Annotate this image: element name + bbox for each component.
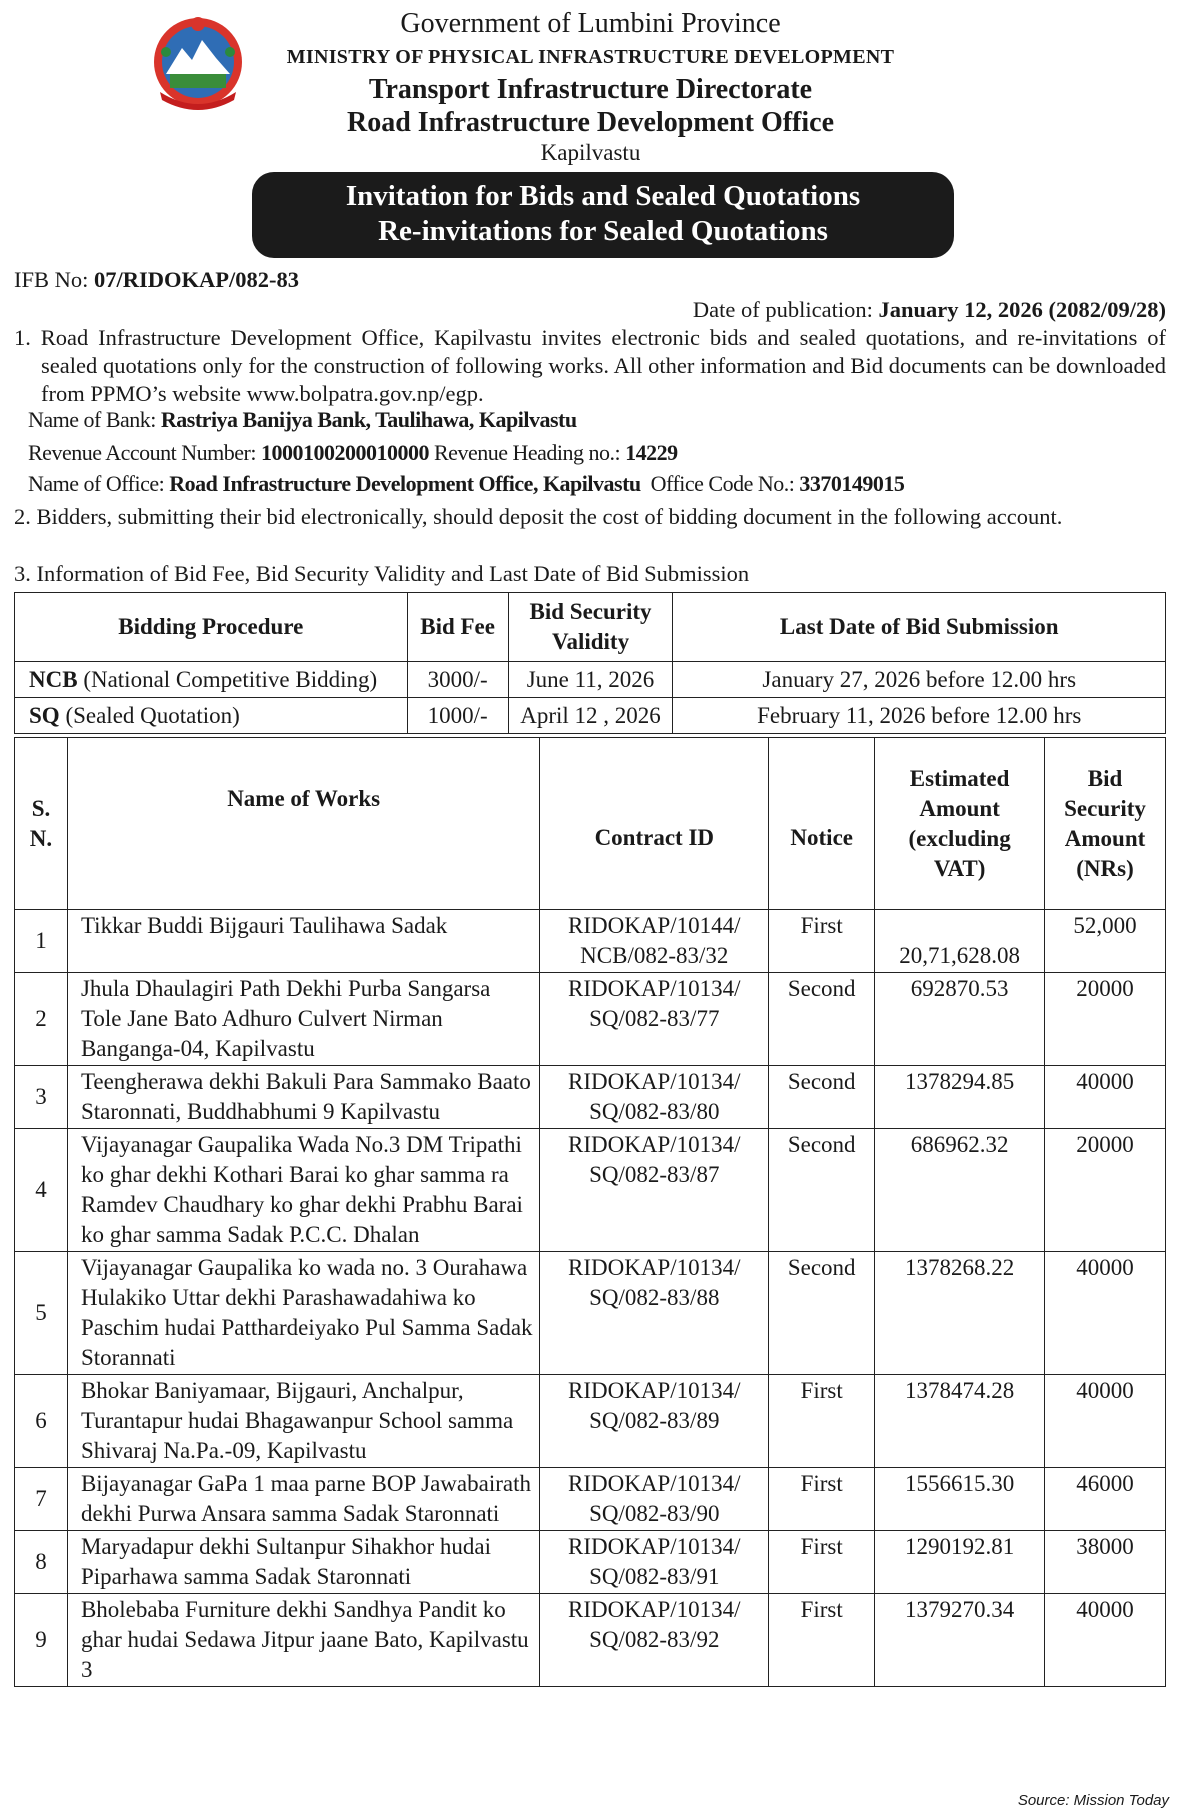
last-date-cell: January 27, 2026 before 12.00 hrs — [673, 662, 1166, 698]
notice-cell: First — [769, 1468, 875, 1531]
paragraph-2: 2. Bidders, submitting their bid electronically, should deposit the cost of bidding document in the following account. — [14, 504, 1063, 529]
amount-cell: 1378474.28 — [875, 1375, 1045, 1468]
work-name-cell: Jhula Dhaulagiri Path Dekhi Purba Sangarsa Tole Jane Bato Adhuro Culvert Nirman Banganga-04, Kapilvastu — [67, 973, 539, 1066]
amount-cell: 1290192.81 — [875, 1531, 1045, 1594]
work-name-cell: Bhokar Baniyamaar, Bijgauri, Anchalpur, Turantapur hudai Bhagawanpur School samma Shivaraj Na.Pa.-09, Kapilvastu — [67, 1375, 539, 1468]
security-cell: 40000 — [1045, 1594, 1166, 1687]
paragraph-3: 3. Information of Bid Fee, Bid Security Validity and Last Date of Bid Submission — [14, 561, 750, 586]
fee-row — [15, 662, 1166, 698]
banner-line-2: Re-invitations for Sealed Quotations — [378, 215, 828, 247]
letterhead — [0, 0, 1181, 165]
contract-id-cell: RIDOKAP/10134/ SQ/082-83/87 — [540, 1129, 769, 1252]
notice-cell: First — [769, 1594, 875, 1687]
notice-cell: First — [769, 1531, 875, 1594]
directorate-title: Transport Infrastructure Directorate — [368, 74, 813, 105]
contract-id-cell: RIDOKAP/10134/ SQ/082-83/92 — [540, 1594, 769, 1687]
table-row — [15, 973, 1166, 1066]
security-cell: 40000 — [1045, 1252, 1166, 1375]
fee-cell: 3000/- — [407, 662, 508, 698]
contract-id-cell: RIDOKAP/10134/ SQ/082-83/89 — [540, 1375, 769, 1468]
amount-cell: 1556615.30 — [875, 1468, 1045, 1531]
work-name-cell: Maryadapur dekhi Sultanpur Sihakhor hudai Piparhawa samma Sadak Staronnati — [67, 1531, 539, 1594]
notice-cell: Second — [769, 1066, 875, 1129]
ifb-number: IFB No: 07/RIDOKAP/082-83 — [14, 267, 300, 292]
table-row — [15, 1252, 1166, 1375]
table-row — [15, 1594, 1166, 1687]
amount-cell: 1379270.34 — [875, 1594, 1045, 1687]
contract-id-cell: RIDOKAP/10134/ SQ/082-83/90 — [540, 1468, 769, 1531]
validity-cell: April 12 , 2026 — [508, 698, 673, 734]
header-contract-id: Contract ID — [540, 738, 769, 910]
notice-cell: First — [769, 1375, 875, 1468]
publication-date: Date of publication: January 12, 2026 (2082/09/28) — [692, 297, 1166, 322]
table-row — [15, 1468, 1166, 1531]
table-row — [15, 910, 1166, 973]
office-name: Name of Office: Road Infrastructure Development Office, Kapilvastu Office Code No.: 3370149015 — [28, 471, 905, 496]
work-name-cell: Vijayanagar Gaupalika ko wada no. 3 Ourahawa Hulakiko Uttar dekhi Parashawadahiwa ko Paschim hudai Patthardeiyako Pul Samma Sadak Storannati — [67, 1252, 539, 1375]
source-credit: Source: Mission Today — [1017, 1792, 1169, 1809]
contract-id-cell: RIDOKAP/10134/ SQ/082-83/91 — [540, 1531, 769, 1594]
header-bid-security: Bid Security Amount (NRs) — [1045, 738, 1166, 910]
work-name-cell: Bijayanagar GaPa 1 maa parne BOP Jawabairath dekhi Purwa Ansara samma Sadak Staronnati — [67, 1468, 539, 1531]
header-last-date: Last Date of Bid Submission — [673, 593, 1166, 662]
ministry-title: MINISTRY OF PHYSICAL INFRASTRUCTURE DEVELOPMENT — [286, 46, 895, 68]
banner-line-1: Invitation for Bids and Sealed Quotations — [345, 180, 861, 212]
work-name-cell: Teengherawa dekhi Bakuli Para Sammako Baato Staronnati, Buddhabhumi 9 Kapilvastu — [67, 1066, 539, 1129]
security-cell: 20000 — [1045, 1129, 1166, 1252]
contract-id-cell: RIDOKAP/10134/ SQ/082-83/88 — [540, 1252, 769, 1375]
fee-row — [15, 698, 1166, 734]
security-cell: 38000 — [1045, 1531, 1166, 1594]
notice-cell: First — [769, 910, 875, 973]
works-table-header — [15, 738, 1166, 910]
sn-cell: 4 — [15, 1129, 68, 1252]
table-row — [15, 1129, 1166, 1252]
security-cell: 52,000 — [1045, 910, 1166, 973]
header-sn: S. N. — [15, 738, 68, 910]
fee-cell: 1000/- — [407, 698, 508, 734]
works-table — [14, 737, 1166, 1687]
office-title: Road Infrastructure Development Office — [346, 107, 835, 138]
security-cell: 40000 — [1045, 1066, 1166, 1129]
amount-cell: 1378294.85 — [875, 1066, 1045, 1129]
notice-cell: Second — [769, 973, 875, 1066]
security-cell: 40000 — [1045, 1375, 1166, 1468]
amount-cell: 686962.32 — [875, 1129, 1045, 1252]
procedure-cell: SQ (Sealed Quotation) — [15, 698, 408, 734]
notice-cell: Second — [769, 1129, 875, 1252]
bid-fee-table — [14, 592, 1166, 734]
amount-cell: 20,71,628.08 — [875, 910, 1045, 973]
amount-cell: 1378268.22 — [875, 1252, 1045, 1375]
header-procedure: Bidding Procedure — [15, 593, 408, 662]
work-name-cell: Tikkar Buddi Bijgauri Taulihawa Sadak — [67, 910, 539, 973]
sn-cell: 1 — [15, 910, 68, 973]
contract-id-cell: RIDOKAP/10144/ NCB/082-83/32 — [540, 910, 769, 973]
fee-table-header — [15, 593, 1166, 662]
paragraph-1: 1. Road Infrastructure Development Office, Kapilvastu invites electronic bids and sealed quotations, and re-invitations of sealed quotations only for the construction of following works. All other information and Bid documents can be downloaded from PPMO’s website www.bolpatra.gov.np/egp. — [14, 325, 1166, 406]
header-bid-fee: Bid Fee — [407, 593, 508, 662]
last-date-cell: February 11, 2026 before 12.00 hrs — [673, 698, 1166, 734]
security-cell: 20000 — [1045, 973, 1166, 1066]
sn-cell: 3 — [15, 1066, 68, 1129]
sn-cell: 6 — [15, 1375, 68, 1468]
amount-cell: 692870.53 — [875, 973, 1045, 1066]
table-row — [15, 1066, 1166, 1129]
security-cell: 46000 — [1045, 1468, 1166, 1531]
work-name-cell: Vijayanagar Gaupalika Wada No.3 DM Tripathi ko ghar dekhi Kothari Barai ko ghar samma ra Ramdev Chaudhary ko ghar dekhi Prabhu Barai ko ghar samma Sadak P.C.C. Dhalan — [67, 1129, 539, 1252]
header-notice: Notice — [769, 738, 875, 910]
contract-id-cell: RIDOKAP/10134/ SQ/082-83/77 — [540, 973, 769, 1066]
contract-id-cell: RIDOKAP/10134/ SQ/082-83/80 — [540, 1066, 769, 1129]
notice-banner — [252, 172, 954, 258]
work-name-cell: Bholebaba Furniture dekhi Sandhya Pandit ko ghar hudai Sedawa Jitpur jaane Bato, Kapilvastu 3 — [67, 1594, 539, 1687]
office-location: Kapilvastu — [540, 140, 641, 165]
revenue-account: Revenue Account Number: 1000100200010000 Revenue Heading no.: 14229 — [28, 440, 678, 465]
validity-cell: June 11, 2026 — [508, 662, 673, 698]
sn-cell: 7 — [15, 1468, 68, 1531]
sn-cell: 5 — [15, 1252, 68, 1375]
sn-cell: 8 — [15, 1531, 68, 1594]
sn-cell: 9 — [15, 1594, 68, 1687]
procedure-cell: NCB (National Competitive Bidding) — [15, 662, 408, 698]
header-validity: Bid Security Validity — [508, 593, 673, 662]
header-estimated-amount: Estimated Amount (excluding VAT) — [875, 738, 1045, 910]
sn-cell: 2 — [15, 973, 68, 1066]
header-name-of-works: Name of Works — [67, 738, 539, 910]
notice-cell: Second — [769, 1252, 875, 1375]
bank-name: Name of Bank: Rastriya Banijya Bank, Taulihawa, Kapilvastu — [28, 407, 577, 432]
government-title: Government of Lumbini Province — [400, 8, 781, 39]
table-row — [15, 1375, 1166, 1468]
table-row — [15, 1531, 1166, 1594]
